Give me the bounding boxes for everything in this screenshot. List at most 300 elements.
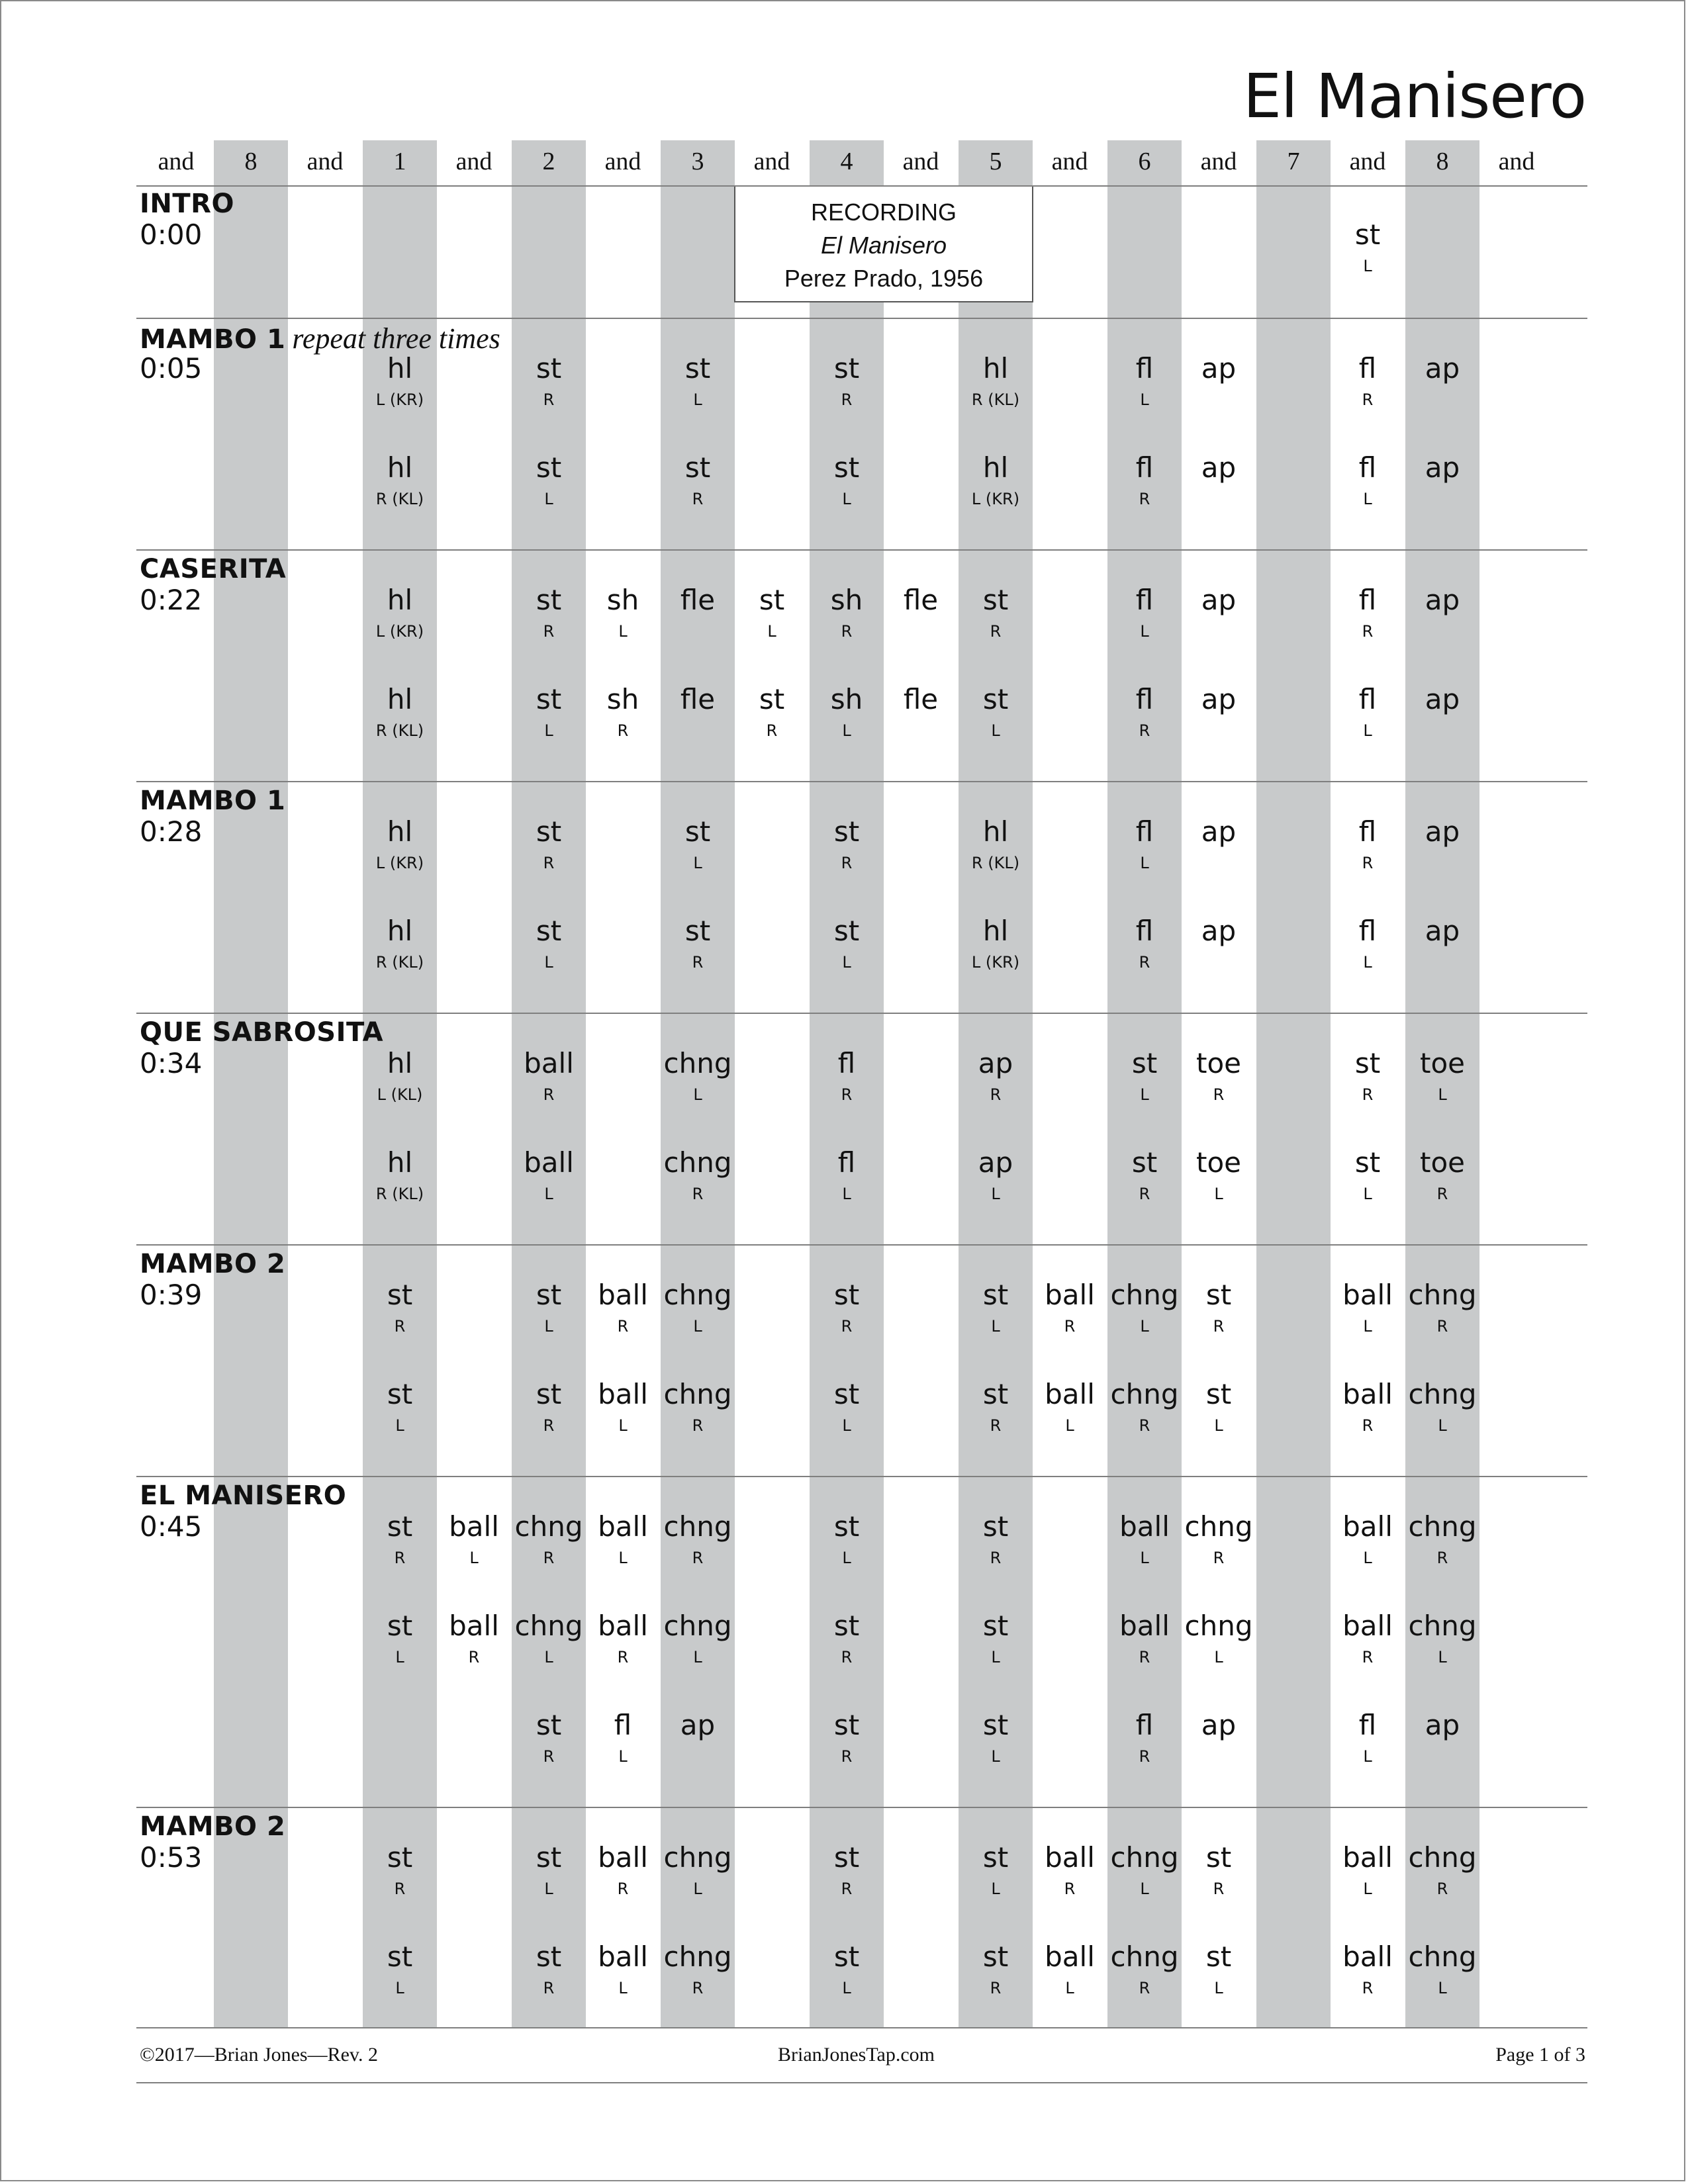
step-name: st [536,1841,562,1874]
beat-stripe [1107,140,1182,2028]
count-label: 8 [244,148,258,175]
step-name: ap [1425,915,1460,947]
step-name: st [387,1610,413,1642]
step-foot: R [692,953,704,972]
step-foot: L [991,1317,1000,1336]
step-name: ball [1045,1378,1095,1410]
step-name: sh [830,683,863,715]
count-label: and [1051,148,1088,175]
page-title: El Manisero [1243,61,1586,132]
step-foot: L [767,622,776,641]
step-name: fle [903,683,939,715]
step-name: chng [1408,1378,1477,1410]
recording-song: El Manisero [820,232,947,259]
section-name: MAMBO 1 [140,786,286,816]
section-time: 0:45 [140,1510,203,1543]
step-foot: L [395,1416,404,1435]
count-label: and [753,148,790,175]
step-foot: L [1140,1549,1149,1567]
step-name: st [387,1510,413,1543]
step-foot: R [617,1880,629,1898]
step-name: ap [1425,815,1460,848]
step-name: chng [1408,1510,1477,1543]
section-title [140,556,286,582]
step-foot: R [1139,1185,1150,1203]
step-name: chng [514,1610,583,1642]
step-foot: L [469,1549,479,1567]
beat-stripe [363,140,437,2028]
section-title [140,1813,285,1840]
recording-box [734,185,1033,302]
step-name: st [1205,1940,1232,1973]
step-name: fl [1358,915,1377,947]
step-name: fl [1135,584,1154,616]
step-foot: L [842,721,851,740]
count-label: and [1349,148,1386,175]
step-foot: R [1139,490,1150,508]
step-name: ball [1119,1610,1170,1642]
step-name: sh [830,584,863,616]
step-foot: L [693,1648,702,1666]
step-name: st [833,1378,860,1410]
step-foot: R [1213,1880,1225,1898]
count-label: 5 [989,148,1002,175]
step-foot: L [991,1185,1000,1203]
step-name: ap [1201,815,1237,848]
step-name: fl [614,1709,632,1741]
step-foot: L [842,1979,851,1997]
step-foot: R [543,390,555,409]
step-name: fl [1358,584,1377,616]
step-name: ball [1342,1378,1393,1410]
step-name: hl [387,451,413,484]
section-title [140,1251,285,1277]
count-label: and [306,148,344,175]
step-name: ball [598,1510,648,1543]
step-foot: L [1214,1416,1223,1435]
step-name: ball [1342,1841,1393,1874]
step-name: ball [1119,1510,1170,1543]
step-name: st [387,1279,413,1311]
step-foot: R [1436,1880,1448,1898]
step-name: st [982,1610,1009,1642]
step-name: st [833,1841,860,1874]
count-label: and [902,148,939,175]
section-name: CASERITA [140,554,287,584]
step-name: sh [606,584,639,616]
section-name: QUE SABROSITA [140,1017,384,1048]
step-foot: L [693,1085,702,1104]
step-name: fle [903,584,939,616]
footer-page-number: Page 1 of 3 [1495,2044,1585,2066]
step-foot: L [1140,622,1149,641]
step-name: ball [598,1610,648,1642]
step-foot: R (KL) [375,490,424,508]
step-foot: L [1214,1648,1223,1666]
step-name: ap [1425,683,1460,715]
step-foot: R [543,854,555,872]
step-name: fle [680,584,716,616]
step-name: ball [1342,1510,1393,1543]
step-foot: L [1140,390,1149,409]
step-name: ap [1201,451,1237,484]
step-foot: R [394,1317,406,1336]
beat-stripe [959,140,1033,2028]
step-name: st [1354,1047,1381,1079]
step-foot: L [1140,1317,1149,1336]
beat-stripe [1405,140,1479,2028]
step-name: chng [663,1510,732,1543]
step-foot: R [990,1085,1002,1104]
step-name: st [833,1940,860,1973]
step-foot: R [1436,1185,1448,1203]
step-name: st [1131,1146,1158,1179]
footer-copyright: ©2017—Brian Jones—Rev. 2 [140,2044,378,2066]
footer-website: BrianJonesTap.com [778,2044,935,2066]
step-name: chng [1184,1610,1253,1642]
step-name: ball [449,1510,499,1543]
step-name: st [833,1279,860,1311]
step-foot: R [841,1085,853,1104]
step-foot: R [841,854,853,872]
step-foot: L [544,1880,553,1898]
step-name: ball [598,1378,648,1410]
step-foot: L [544,490,553,508]
step-name: chng [663,1610,732,1642]
step-name: hl [387,584,413,616]
count-label: and [455,148,492,175]
step-foot: L [544,1317,553,1336]
section-title [140,788,285,814]
step-foot: L [544,721,553,740]
section-title [140,1482,346,1509]
step-name: ap [1201,352,1237,385]
section-divider [136,1244,1587,1246]
step-name: hl [387,1146,413,1179]
step-foot: L [991,1880,1000,1898]
step-foot: R [692,1979,704,1997]
step-foot: L [1438,1416,1447,1435]
section-divider [136,1476,1587,1477]
step-name: hl [982,915,1009,947]
step-foot: L [1363,1747,1372,1766]
step-foot: R [543,622,555,641]
step-foot: R [841,390,853,409]
step-foot: R [617,721,629,740]
step-name: ball [1045,1940,1095,1973]
recording-heading: RECORDING [810,199,957,226]
step-foot: R [543,1979,555,1997]
step-name: toe [1419,1047,1465,1079]
step-foot: R [468,1648,480,1666]
step-foot: L [618,1979,628,1997]
step-name: st [536,1378,562,1410]
step-name: st [387,1940,413,1973]
step-foot: L [1363,1880,1372,1898]
count-label: and [158,148,195,175]
step-foot: R [1064,1317,1076,1336]
step-foot: R [617,1317,629,1336]
step-name: st [982,1841,1009,1874]
step-name: st [833,352,860,385]
beat-stripe [810,140,884,2028]
step-foot: R [1362,622,1374,641]
section-divider [136,185,1587,187]
step-foot: R [841,1648,853,1666]
step-name: st [833,1709,860,1741]
step-name: ball [449,1610,499,1642]
step-name: st [833,815,860,848]
step-foot: L [1065,1979,1074,1997]
step-foot: L [842,1416,851,1435]
step-foot: R [841,1747,853,1766]
step-name: toe [1419,1146,1465,1179]
step-foot: R [1139,1979,1150,1997]
step-name: hl [387,815,413,848]
step-foot: L [1363,257,1372,275]
step-name: ap [978,1047,1013,1079]
step-foot: L [544,1648,553,1666]
step-foot: L [618,622,628,641]
step-name: chng [1184,1510,1253,1543]
step-name: st [536,815,562,848]
step-foot: R [543,1085,555,1104]
step-foot: L [693,1880,702,1898]
step-name: chng [663,1047,732,1079]
step-name: hl [982,815,1009,848]
section-divider [136,781,1587,782]
step-name: st [536,451,562,484]
step-name: ap [1201,1709,1237,1741]
step-foot: L [991,721,1000,740]
step-name: fl [1135,683,1154,715]
section-note: repeat three times [292,322,500,355]
step-foot: R (KL) [971,854,1020,872]
step-name: ball [1342,1610,1393,1642]
step-foot: L [1363,1317,1372,1336]
section-time: 0:05 [140,352,203,385]
section-time: 0:22 [140,584,203,616]
step-foot: L [618,1416,628,1435]
step-name: chng [1408,1841,1477,1874]
step-name: toe [1196,1146,1241,1179]
count-label: 2 [542,148,555,175]
step-name: chng [514,1510,583,1543]
count-label: and [1498,148,1535,175]
step-foot: R [1362,1979,1374,1997]
count-label: 4 [840,148,853,175]
step-foot: R [990,622,1002,641]
section-name: MAMBO 2 [140,1249,286,1279]
count-label: 1 [393,148,406,175]
step-name: st [833,1610,860,1642]
count-label: and [604,148,641,175]
step-name: chng [1408,1940,1477,1973]
step-name: ball [1342,1940,1393,1973]
step-foot: L [1363,953,1372,972]
section-divider [136,318,1587,319]
step-foot: L [618,1747,628,1766]
step-foot: R [990,1416,1002,1435]
step-name: fle [680,683,716,715]
step-foot: R [1064,1880,1076,1898]
step-name: st [387,1841,413,1874]
step-name: ball [524,1047,574,1079]
step-foot: L [395,1648,404,1666]
beat-stripe [661,140,735,2028]
step-name: toe [1196,1047,1241,1079]
section-divider [136,549,1587,551]
beat-stripe [512,140,586,2028]
step-foot: R [543,1549,555,1567]
step-foot: R [543,1747,555,1766]
section-title [140,191,234,217]
step-foot: R [1362,1085,1374,1104]
step-name: fl [1135,815,1154,848]
section-time: 0:34 [140,1047,203,1079]
step-foot: R [692,490,704,508]
count-label: 7 [1287,148,1300,175]
step-foot: L [544,1185,553,1203]
step-foot: R (KL) [375,1185,424,1203]
step-name: st [982,1940,1009,1973]
step-foot: L (KR) [971,953,1020,972]
step-foot: R [394,1880,406,1898]
step-foot: L [991,1648,1000,1666]
step-name: chng [1408,1610,1477,1642]
count-label: 6 [1138,148,1151,175]
section-name: INTRO [140,189,234,219]
count-label: and [1200,148,1237,175]
step-name: st [982,1510,1009,1543]
step-foot: R [841,1880,853,1898]
step-name: st [536,584,562,616]
step-foot: R [841,622,853,641]
step-foot: R [1436,1549,1448,1567]
section-name: MAMBO 1 [140,324,286,355]
step-name: hl [387,352,413,385]
step-name: st [536,683,562,715]
step-name: st [833,915,860,947]
section-time: 0:53 [140,1841,203,1874]
step-name: ball [598,1279,648,1311]
section-time: 0:39 [140,1279,203,1311]
step-foot: R [1139,953,1150,972]
step-name: ap [1201,584,1237,616]
step-foot: L [1214,1185,1223,1203]
step-foot: L [1065,1416,1074,1435]
step-name: st [684,915,711,947]
step-name: st [1205,1279,1232,1311]
step-name: st [1205,1378,1232,1410]
step-name: ap [1425,1709,1460,1741]
count-label: 3 [691,148,704,175]
step-name: st [536,1279,562,1311]
step-name: fl [837,1146,856,1179]
section-name: EL MANISERO [140,1480,347,1511]
step-foot: R [692,1185,704,1203]
step-foot: L (KR) [971,490,1020,508]
step-name: st [684,815,711,848]
step-name: fl [1358,1709,1377,1741]
step-foot: R [1139,1416,1150,1435]
step-name: st [684,451,711,484]
step-name: st [536,1940,562,1973]
step-foot: L [1214,1979,1223,1997]
step-name: fl [1358,683,1377,715]
step-name: st [684,352,711,385]
step-foot: L (KL) [377,1085,423,1104]
step-name: chng [1110,1841,1179,1874]
step-name: chng [663,1279,732,1311]
step-name: st [833,1510,860,1543]
step-name: sh [606,683,639,715]
step-name: chng [663,1940,732,1973]
step-foot: L [395,1979,404,1997]
step-name: hl [387,1047,413,1079]
step-foot: L [1140,1085,1149,1104]
step-foot: R [543,1416,555,1435]
step-foot: L (KR) [375,622,424,641]
section-divider [136,1013,1587,1014]
step-name: st [982,1279,1009,1311]
step-foot: L [693,1317,702,1336]
step-name: ball [598,1940,648,1973]
step-foot: R (KL) [375,953,424,972]
step-name: ball [1045,1279,1095,1311]
step-foot: R [617,1648,629,1666]
step-name: fl [1135,451,1154,484]
step-foot: R [1213,1085,1225,1104]
step-foot: L [618,1549,628,1567]
step-foot: L [1438,1085,1447,1104]
step-name: ap [1425,352,1460,385]
step-name: hl [387,683,413,715]
step-foot: R [990,1549,1002,1567]
step-name: ap [978,1146,1013,1179]
step-name: st [759,683,785,715]
step-name: st [982,683,1009,715]
count-label: 8 [1436,148,1449,175]
step-name: hl [982,451,1009,484]
step-name: fl [1135,352,1154,385]
step-name: ball [598,1841,648,1874]
step-foot: R [766,721,778,740]
footer-divider [136,2082,1587,2083]
step-foot: L [1363,490,1372,508]
step-name: fl [1135,915,1154,947]
step-name: st [982,1378,1009,1410]
step-foot: R [1362,390,1374,409]
step-foot: R [1213,1317,1225,1336]
step-foot: L [1363,1549,1372,1567]
step-foot: R [990,1979,1002,1997]
step-name: hl [982,352,1009,385]
step-foot: L [544,953,553,972]
step-name: ap [680,1709,716,1741]
step-foot: R [1213,1549,1225,1567]
step-name: chng [1110,1940,1179,1973]
step-name: fl [1358,451,1377,484]
step-name: hl [387,915,413,947]
step-foot: R [394,1549,406,1567]
step-foot: R [1139,1747,1150,1766]
beat-stripe [214,140,288,2028]
step-name: st [1131,1047,1158,1079]
step-foot: R (KL) [971,390,1020,409]
beat-stripe [1256,140,1331,2028]
step-name: st [833,451,860,484]
